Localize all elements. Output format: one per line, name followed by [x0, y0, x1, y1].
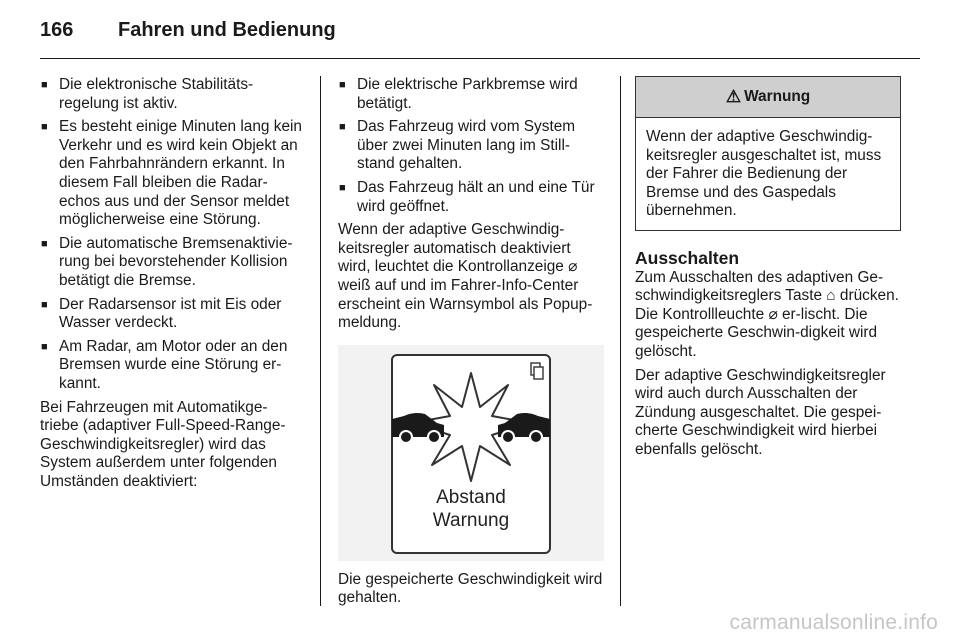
list-item: ■ Der Radarsensor ist mit Eis oder Wasser verdeckt. — [40, 296, 306, 333]
warning-box — [635, 76, 901, 231]
column-2 — [338, 76, 606, 613]
column-3 — [635, 76, 901, 465]
column-divider — [620, 76, 621, 606]
header-rule — [40, 58, 920, 59]
list-item: ■ Die elektronische Stabilitäts-regelung ist aktiv. — [40, 76, 306, 113]
warning-triangle-icon: ⚠ — [725, 86, 742, 106]
body-paragraph: Der adaptive Geschwindigkeitsregler wird auch durch Ausschalten der Zündung ausgeschaltet. Die gespei-cherte Geschwindigkeit wird hierbei ebenfalls gelöscht. — [635, 366, 886, 458]
body-paragraph: Zum Ausschalten des adaptiven Ge-schwindigkeitsreglers Taste ⌂ drücken. Die Kontrollleuchte ⌀ er-lischt. Die gespeicherte Geschwin-digkeit wird gelöscht. — [635, 268, 899, 360]
bullet-list-1 — [40, 76, 306, 394]
list-item: ■ Die automatische Bremsenaktivie-rung bei bevorstehender Kollision betätigt die Bremse. — [40, 235, 306, 291]
list-item: ■ Es besteht einige Minuten lang kein Verkehr und es wird kein Objekt an den Fahrbahnrändern erkannt. In diesem Fall bleiben die Radar-echos aus und der Sensor meldet möglicherweise eine Störung. — [40, 118, 306, 230]
figure-caption: Die gespeicherte Geschwindigkeit wird gehalten. — [338, 570, 603, 607]
page-header — [40, 19, 336, 42]
figure-label-line2: Warnung — [432, 509, 510, 531]
section-title: Ausschalten — [635, 247, 740, 268]
body-paragraph: Wenn der adaptive Geschwindig-keitsregler automatisch deaktiviert wird, leuchtet die Kontrollanzeige ⌀ weiß auf und im Fahrer-Info-Center erscheint ein Warnsymbol als Popup-meldung. — [338, 221, 593, 332]
distance-warning-display-illustration — [338, 345, 604, 561]
figure-label-line1: Abstand — [436, 486, 506, 508]
warning-title: Warnung — [744, 87, 811, 105]
bullet-list-2 — [338, 76, 606, 216]
warning-header — [636, 77, 900, 118]
list-item: ■ Die elektrische Parkbremse wird betätigt. — [338, 76, 606, 113]
page-title: Fahren und Bedienung — [118, 19, 336, 41]
column-divider — [320, 76, 321, 606]
watermark: carmanualsonline.info — [729, 611, 938, 634]
body-paragraph: Bei Fahrzeugen mit Automatikge-triebe (adaptiver Full-Speed-Range-Geschwindigkeitsregler) wird das System außerdem unter folgenden Umständen deaktiviert: — [40, 398, 286, 490]
column-1 — [40, 76, 306, 496]
list-item: ■ Das Fahrzeug wird vom System über zwei Minuten lang im Still-stand gehalten. — [338, 118, 606, 174]
warning-body: Wenn der adaptive Geschwindig-keitsregler ausgeschaltet ist, muss der Fahrer die Bedienung der Bremse und des Gaspedals übernehmen. — [646, 128, 882, 220]
list-item: ■ Am Radar, am Motor oder an den Bremsen wurde eine Störung er-kannt. — [40, 338, 306, 394]
page-number: 166 — [40, 19, 74, 41]
distance-warning-figure — [338, 345, 604, 561]
list-item: ■ Das Fahrzeug hält an und eine Tür wird geöffnet. — [338, 179, 606, 216]
